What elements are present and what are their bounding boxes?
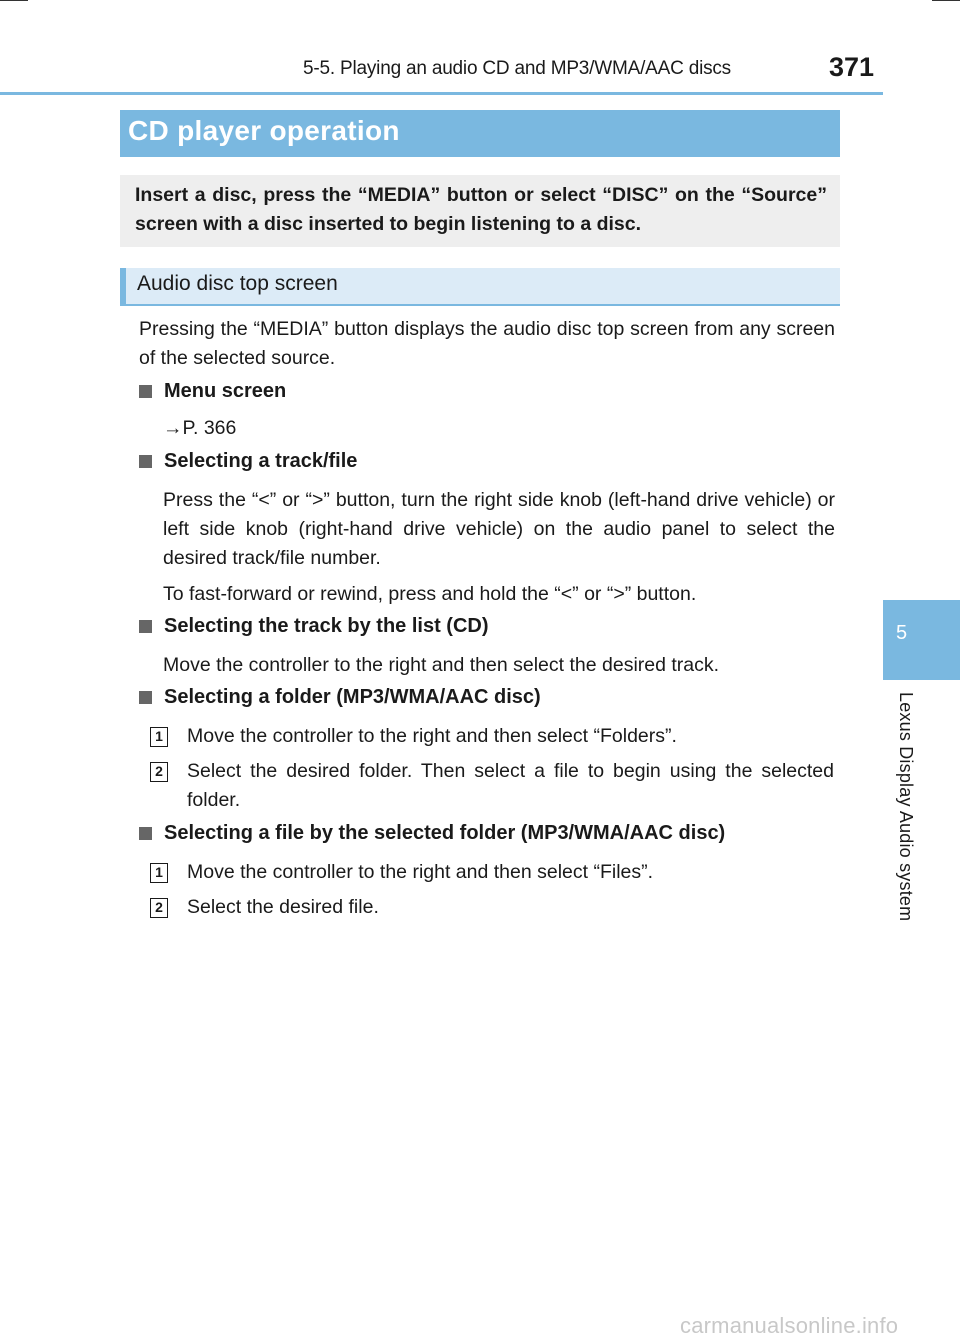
heading-text: Selecting a folder (MP3/WMA/AAC disc) <box>164 686 541 708</box>
page-reference-link[interactable]: →P. 366 <box>163 417 237 439</box>
heading-file-by-folder <box>139 822 725 845</box>
page-number: 371 <box>829 52 875 82</box>
square-bullet-icon <box>139 385 152 398</box>
heading-menu-screen <box>139 380 286 403</box>
chapter-number: 5 <box>896 622 908 644</box>
subsection-accent <box>120 268 126 306</box>
chapter-label: Lexus Display Audio system <box>896 692 916 922</box>
heading-selecting-folder <box>139 686 541 709</box>
crop-mark-left <box>0 0 28 1</box>
section-title: CD player operation <box>128 115 400 146</box>
folder-step <box>150 757 834 815</box>
running-header-section: 5-5. Playing an audio CD and MP3/WMA/AAC discs <box>303 58 731 79</box>
step-text: Move the controller to the right and then select “Folders”. <box>187 725 677 747</box>
crop-mark-right <box>932 0 960 1</box>
heading-text: Selecting the track by the list (CD) <box>164 615 489 637</box>
heading-text: Menu screen <box>164 380 287 402</box>
track-text-2: To fast-forward or rewind, press and hold the “<” or “>” button. <box>163 583 697 605</box>
watermark: carmanualsonline.info <box>680 1313 899 1338</box>
track-text-1: Press the “<” or “>” button, turn the right side knob (left-hand drive vehicle) or left side knob (right-hand drive vehicle) on the audio panel to select the desired track/file number. <box>163 489 835 569</box>
folder-step <box>150 722 834 751</box>
square-bullet-icon <box>139 455 152 468</box>
square-bullet-icon <box>139 691 152 704</box>
file-step <box>150 893 834 922</box>
step-number-badge: 1 <box>150 727 168 747</box>
step-text: Select the desired folder. Then select a file to begin using the selected folder. <box>187 760 834 811</box>
subsection-description: Pressing the “MEDIA” button displays the audio disc top screen from any screen of the selected source. <box>139 318 835 369</box>
intro-box <box>120 175 840 247</box>
subsection-title: Audio disc top screen <box>137 272 338 295</box>
step-text: Move the controller to the right and then select “Files”. <box>187 861 654 883</box>
heading-text: Selecting a file by the selected folder (MP3/WMA/AAC disc) <box>164 822 726 844</box>
subsection-bar <box>120 268 840 306</box>
intro-text: Insert a disc, press the “MEDIA” button or select “DISC” on the “Source” screen with a disc inserted to begin listening to a disc. <box>135 184 827 235</box>
heading-selecting-track <box>139 450 357 473</box>
step-number-badge: 2 <box>150 898 168 918</box>
step-number-badge: 1 <box>150 863 168 883</box>
square-bullet-icon <box>139 827 152 840</box>
header-rule <box>0 92 883 95</box>
chapter-tab <box>883 600 960 680</box>
square-bullet-icon <box>139 620 152 633</box>
section-title-bar <box>120 110 840 157</box>
heading-track-by-list <box>139 615 489 638</box>
step-number-badge: 2 <box>150 762 168 782</box>
list-text: Move the controller to the right and then select the desired track. <box>163 654 720 676</box>
file-step <box>150 858 834 887</box>
heading-text: Selecting a track/file <box>164 450 358 472</box>
step-text: Select the desired file. <box>187 896 379 918</box>
